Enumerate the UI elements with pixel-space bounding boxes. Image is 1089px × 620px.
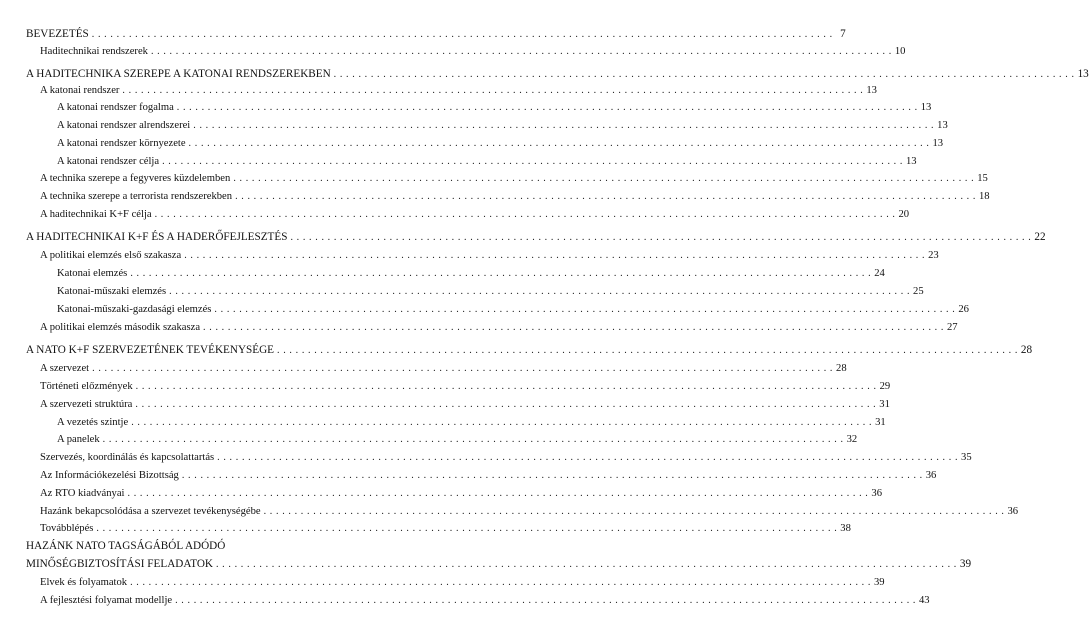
dot-leader: . . . . . . . . . . . . . . . . . . . . . . . . . . . . . . . . . . . . . . . . . . . . . . . . . . . . . . . . . . . . . . . . . . . . . . . . . . . . . . . . . . . . . . . . . . . . . . . . . . . . . . . . . . . . . . . . . . . . . . . . [175, 595, 916, 606]
toc-section[interactable] [40, 522, 851, 535]
toc-entry-page-number: 13 [937, 120, 948, 131]
toc-entry-page-number: 13 [905, 156, 917, 167]
toc-entry-title: Szervezés, koordinálás és kapcsolattartás [40, 452, 215, 463]
toc-entry-page-number: 36 [925, 470, 937, 481]
toc-entry-title: A politikai elemzés második szakasza [40, 322, 201, 333]
dot-leader: . . . . . . . . . . . . . . . . . . . . . . . . . . . . . . . . . . . . . . . . . . . . . . . . . . . . . . . . . . . . . . . . . . . . . . . . . . . . . . . . . . . . . . . . . . . . . . . . . . . . . . . . . . . . . . . . . . . . . . . . [122, 85, 864, 96]
toc-entry-title: A technika szerepe a terrorista rendszerekben [40, 191, 233, 202]
toc-entry-title: Haditechnikai rendszerek [40, 46, 148, 57]
toc-entry-title: A politikai elemzés első szakasza [40, 250, 182, 261]
dot-leader: . . . . . . . . . . . . . . . . . . . . . . . . . . . . . . . . . . . . . . . . . . . . . . . . . . . . . . . . . . . . . . . . . . . . . . . . . . . . . . . . . . . . . . . . . . . . . . . . . . . . . . . . . . . . . . . . . . . . . . . . [135, 381, 877, 392]
toc-section[interactable] [40, 398, 890, 411]
toc-chapter[interactable] [26, 344, 1033, 357]
toc-entry-page-number: 25 [913, 286, 924, 297]
dot-leader: . . . . . . . . . . . . . . . . . . . . . . . . . . . . . . . . . . . . . . . . . . . . . . . . . . . . . . . . . . . . . . . . . . . . . . . . . . . . . . . . . . . . . . . . . . . . . . . . . . . . . . . . . . . . . . . . . . . . . . . . [181, 470, 923, 481]
toc-entry-page-number: 13 [920, 102, 932, 113]
toc-section[interactable] [40, 505, 1019, 518]
toc-section[interactable] [40, 45, 906, 58]
toc-entry-page-number: 35 [961, 452, 972, 463]
toc-entry-title: MINŐSÉGBIZTOSÍTÁSI FELADATOK [26, 558, 213, 570]
toc-entry-page-number: 22 [1034, 231, 1046, 243]
toc-entry-title: A katonai rendszer célja [57, 156, 160, 167]
toc-entry-title: Katonai-műszaki-gazdasági elemzés [57, 304, 212, 315]
toc-section[interactable] [40, 362, 847, 375]
dot-leader: . . . . . . . . . . . . . . . . . . . . . . . . . . . . . . . . . . . . . . . . . . . . . . . . . . . . . . . . . . . . . . . . . . . . . . . . . . . . . . . . . . . . . . . . . . . . . . . . . . . . . . . . . . . . . . . . . . . . . . . . [263, 506, 1005, 517]
toc-entry-title: A katonai rendszer [40, 85, 120, 96]
toc-section[interactable] [40, 321, 958, 334]
toc-entry-page-number: 13 [866, 85, 877, 96]
toc-entry-page-number: 23 [928, 250, 939, 261]
dot-leader: . . . . . . . . . . . . . . . . . . . . . . . . . . . . . . . . . . . . . . . . . . . . . . . . . . . . . . . . . . . . . . . . . . . . . . . . . . . . . . . . . . . . . . . . . . . . . . . . . . . . . . . . . . . . . . . . . . . . . . . . [127, 488, 869, 499]
toc-entry-title: BEVEZETÉS [26, 28, 89, 40]
dot-leader: . . . . . . . . . . . . . . . . . . . . . . . . . . . . . . . . . . . . . . . . . . . . . . . . . . . . . . . . . . . . . . . . . . . . . . . . . . . . . . . . . . . . . . . . . . . . . . . . . . . . . . . . . . . . . . . . . . . . . . . . [154, 209, 896, 220]
toc-subsection[interactable] [57, 137, 944, 150]
toc-entry-page-number: 20 [898, 209, 910, 220]
toc-entry-title: A haditechnikai K+F célja [40, 209, 152, 220]
toc-entry-page-number: 39 [959, 558, 972, 570]
dot-leader: . . . . . . . . . . . . . . . . . . . . . . . . . . . . . . . . . . . . . . . . . . . . . . . . . . . . . . . . . . . . . . . . . . . . . . . . . . . . . . . . . . . . . . . . . . . . . . . . . . . . . . . . . . . . . . . . . . . . . . . . [333, 69, 1075, 80]
toc-entry-title: Katonai-műszaki elemzés [57, 286, 167, 297]
dot-leader: . . . . . . . . . . . . . . . . . . . . . . . . . . . . . . . . . . . . . . . . . . . . . . . . . . . . . . . . . . . . . . . . . . . . . . . . . . . . . . . . . . . . . . . . . . . . . . . . . . . . . . . . . . . . . . . . . . . . . . . . [184, 250, 926, 261]
dot-leader: . . . . . . . . . . . . . . . . . . . . . . . . . . . . . . . . . . . . . . . . . . . . . . . . . . . . . . . . . . . . . . . . . . . . . . . . . . . . . . . . . . . . . . . . . . . . . . . . . . . . . . . . . . . . . . . . . . . . . . . . [188, 138, 930, 149]
toc-entry-page-number: 36 [1007, 506, 1019, 517]
dot-leader: . . . . . . . . . . . . . . . . . . . . . . . . . . . . . . . . . . . . . . . . . . . . . . . . . . . . . . . . . . . . . . . . . . . . . . . . . . . . . . . . . . . . . . . . . . . . . . . . . . . . . . . . . . . . . . . . . . . . . . . . [176, 102, 918, 113]
toc-section[interactable] [40, 172, 988, 185]
toc-entry-page-number: 26 [958, 304, 969, 315]
toc-section[interactable] [40, 469, 937, 482]
dot-leader: . . . . . . . . . . . . . . . . . . . . . . . . . . . . . . . . . . . . . . . . . . . . . . . . . . . . . . . . . . . . . . . . . . . . . . . . . . . . . . . . . . . . . . . . . . . . . . . . . . . . . . . . . . . . . . . . . . . . . . . . [92, 363, 834, 374]
toc-section[interactable] [40, 84, 877, 97]
toc-subsection[interactable] [57, 416, 886, 429]
dot-leader: . . . . . . . . . . . . . . . . . . . . . . . . . . . . . . . . . . . . . . . . . . . . . . . . . . . . . . . . . . . . . . . . . . . . . . . . . . . . . . . . . . . . . . . . . . . . . . . . . . . . . . . . . . . . . . . . . . . . . . . . [150, 46, 892, 57]
dot-leader: . . . . . . . . . . . . . . . . . . . . . . . . . . . . . . . . . . . . . . . . . . . . . . . . . . . . . . . . . . . . . . . . . . . . . . . . . . . . . . . . . . . . . . . . . . . . . . . . . . . . . . . . . . . . . . . . . . . . . . . . [215, 559, 957, 570]
toc-entry-page-number: 31 [879, 399, 890, 410]
dot-leader: . . . . . . . . . . . . . . . . . . . . . . . . . . . . . . . . . . . . . . . . . . . . . . . . . . . . . . . . . . . . . . . . . . . . . . . . . . . . . . . . . . . . . . . . . . . . . . . . . . . . . . . . . . . . . . . . . . . . . . . . [130, 577, 871, 588]
toc-entry-title: Történeti előzmények [40, 381, 133, 392]
toc-entry-title: A fejlesztési folyamat modellje [40, 595, 173, 606]
toc-subsection[interactable] [57, 285, 924, 298]
dot-leader: . . . . . . . . . . . . . . . . . . . . . . . . . . . . . . . . . . . . . . . . . . . . . . . . . . . . . . . . . . . . . . . . . . . . . . . . . . . . . . . . . . . . . . . . . . . . . . . . . . . . . . . . . . . . . . . . . . . . . . . . [214, 304, 956, 315]
toc-entry-title: A katonai rendszer alrendszerei [57, 120, 191, 131]
dot-leader: . . . . . . . . . . . . . . . . . . . . . . . . . . . . . . . . . . . . . . . . . . . . . . . . . . . . . . . . . . . . . . . . . . . . . . . . . . . . . . . . . . . . . . . . . . . . . . . . . . . . . . . . . . . . . . . . . . . . . . . . [169, 286, 911, 297]
dot-leader: . . . . . . . . . . . . . . . . . . . . . . . . . . . . . . . . . . . . . . . . . . . . . . . . . . . . . . . . . . . . . . . . . . . . . . . . . . . . . . . . . . . . . . . . . . . . . . . . . . . . . . . . . . . . . . . . . . . . . . . . [203, 322, 944, 333]
toc-entry-title: A katonai rendszer fogalma [57, 102, 174, 113]
toc-entry-page-number: 15 [977, 173, 988, 184]
toc-entry-page-number: 43 [919, 595, 930, 606]
dot-leader: . . . . . . . . . . . . . . . . . . . . . . . . . . . . . . . . . . . . . . . . . . . . . . . . . . . . . . . . . . . . . . . . . . . . . . . . . . . . . . . . . . . . . . . . . . . . . . . . . . . . . . . . . . . . . . . . . . . . . . . . [135, 399, 877, 410]
dot-leader: . . . . . . . . . . . . . . . . . . . . . . . . . . . . . . . . . . . . . . . . . . . . . . . . . . . . . . . . . . . . . . . . . . . . . . . . . . . . . . . . . . . . . . . . . . . . . . . . . . . . . . . . . . . . . . . . . . . . . . . . [217, 452, 959, 463]
dot-leader: . . . . . . . . . . . . . . . . . . . . . . . . . . . . . . . . . . . . . . . . . . . . . . . . . . . . . . . . . . . . . . . . . . . . . . . . . . . . . . . . . . . . . . . . . . . . . . . . . . . . . . . . . . . . . . . . . . . . . . . . [235, 191, 976, 202]
toc-entry-title: Elvek és folyamatok [40, 577, 128, 588]
toc-entry-title: A szervezet [40, 363, 90, 374]
toc-section[interactable] [40, 487, 882, 500]
dot-leader: . . . . . . . . . . . . . . . . . . . . . . . . . . . . . . . . . . . . . . . . . . . . . . . . . . . . . . . . . . . . . . . . . . . . . . . . . . . . . . . . . . . . . . . . . . . . . . . . . . . . . . . . . . . . . . . . . . . . . . . . [102, 434, 844, 445]
toc-entry-page-number: 13 [932, 138, 944, 149]
toc-section[interactable] [40, 249, 939, 262]
toc-subsection[interactable] [57, 267, 885, 280]
toc-entry-title: Az RTO kiadványai [40, 488, 125, 499]
toc-entry-title: Katonai elemzés [57, 268, 128, 279]
dot-leader: . . . . . . . . . . . . . . . . . . . . . . . . . . . . . . . . . . . . . . . . . . . . . . . . . . . . . . . . . . . . . . . . . . . . . . . . . . . . . . . . . . . . . . . . . . . . . . . . . . . . . . . . . . . . . . . . . . . . . . . . [233, 173, 975, 184]
toc-heading-line1: HAZÁNK NATO TAGSÁGÁBÓL ADÓDÓ [26, 540, 226, 552]
toc-section[interactable] [40, 190, 990, 203]
dot-leader: . . . . . . . . . . . . . . . . . . . . . . . . . . . . . . . . . . . . . . . . . . . . . . . . . . . . . . . . . . . . . . . . . . . . . . . . . . . . . . . . . . . . . . . . . . . . . . . . . . . . . . . . . . . . . . . . . . . . . . . . [91, 29, 833, 40]
toc-entry-page-number: 27 [946, 322, 958, 333]
toc-entry-page-number: 39 [873, 577, 885, 588]
toc-subsection[interactable] [57, 101, 932, 114]
dot-leader: . . . . . . . . . . . . . . . . . . . . . . . . . . . . . . . . . . . . . . . . . . . . . . . . . . . . . . . . . . . . . . . . . . . . . . . . . . . . . . . . . . . . . . . . . . . . . . . . . . . . . . . . . . . . . . . . . . . . . . . . [290, 232, 1032, 243]
toc-entry-page-number: 38 [840, 523, 851, 534]
toc-entry-page-number: 10 [894, 46, 906, 57]
toc-entry-title: A NATO K+F SZERVEZETÉNEK TEVÉKENYSÉGE [26, 344, 275, 356]
toc-entry-title: A vezetés szintje [57, 417, 129, 428]
toc-chapter[interactable] [26, 558, 972, 571]
toc-subsection[interactable] [57, 155, 917, 168]
toc-entry-title: A katonai rendszer környezete [57, 138, 186, 149]
toc-entry-title: A HADITECHNIKA SZEREPE A KATONAI RENDSZEREKBEN [26, 68, 331, 80]
dot-leader: . . . . . . . . . . . . . . . . . . . . . . . . . . . . . . . . . . . . . . . . . . . . . . . . . . . . . . . . . . . . . . . . . . . . . . . . . . . . . . . . . . . . . . . . . . . . . . . . . . . . . . . . . . . . . . . . . . . . . . . . [130, 268, 872, 279]
toc-chapter[interactable] [26, 28, 846, 41]
toc-entry-page-number: 28 [1020, 344, 1033, 356]
toc-entry-page-number: 13 [1077, 68, 1089, 80]
toc-section[interactable] [40, 208, 910, 221]
toc-entry-title: A HADITECHNIKAI K+F ÉS A HADERŐFEJLESZTÉS [26, 231, 288, 243]
toc-entry-page-number: 36 [871, 488, 882, 499]
dot-leader: . . . . . . . . . . . . . . . . . . . . . . . . . . . . . . . . . . . . . . . . . . . . . . . . . . . . . . . . . . . . . . . . . . . . . . . . . . . . . . . . . . . . . . . . . . . . . . . . . . . . . . . . . . . . . . . . . . . . . . . . [96, 523, 838, 534]
toc-subsection[interactable] [57, 433, 858, 446]
toc-chapter[interactable] [26, 231, 1046, 244]
toc-entry-page-number: 7 [840, 28, 846, 40]
dot-leader: . . . . . . . . . . . . . . . . . . . . . . . . . . . . . . . . . . . . . . . . . . . . . . . . . . . . . . . . . . . . . . . . . . . . . . . . . . . . . . . . . . . . . . . . . . . . . . . . . . . . . . . . . . . . . . . . . . . . . . . . [193, 120, 935, 131]
toc-entry-page-number: 29 [879, 381, 891, 392]
toc-section[interactable] [40, 451, 972, 464]
toc-section[interactable] [40, 576, 885, 589]
toc-entry-page-number: 31 [875, 417, 886, 428]
toc-entry-page-number: 32 [846, 434, 858, 445]
toc-entry-title: Továbblépés [40, 523, 94, 534]
toc-section[interactable] [40, 594, 930, 607]
toc-entry-page-number: 18 [978, 191, 990, 202]
dot-leader: . . . . . . . . . . . . . . . . . . . . . . . . . . . . . . . . . . . . . . . . . . . . . . . . . . . . . . . . . . . . . . . . . . . . . . . . . . . . . . . . . . . . . . . . . . . . . . . . . . . . . . . . . . . . . . . . . . . . . . . . [162, 156, 903, 167]
toc-entry-title: Az Információkezelési Bizottság [40, 470, 179, 481]
toc-subsection[interactable] [57, 119, 948, 132]
toc-entry-title: A technika szerepe a fegyveres küzdelemben [40, 173, 231, 184]
dot-leader: . . . . . . . . . . . . . . . . . . . . . . . . . . . . . . . . . . . . . . . . . . . . . . . . . . . . . . . . . . . . . . . . . . . . . . . . . . . . . . . . . . . . . . . . . . . . . . . . . . . . . . . . . . . . . . . . . . . . . . . . [131, 417, 873, 428]
toc-chapter[interactable] [26, 68, 1089, 81]
toc-entry-page-number: 28 [836, 363, 847, 374]
toc-entry-title: Hazánk bekapcsolódása a szervezet tevékenységébe [40, 506, 261, 517]
dot-leader: . . . . . . . . . . . . . . . . . . . . . . . . . . . . . . . . . . . . . . . . . . . . . . . . . . . . . . . . . . . . . . . . . . . . . . . . . . . . . . . . . . . . . . . . . . . . . . . . . . . . . . . . . . . . . . . . . . . . . . . . [277, 345, 1018, 356]
toc-entry-title: A panelek [57, 434, 100, 445]
toc-subsection[interactable] [57, 303, 969, 316]
toc-entry-title: A szervezeti struktúra [40, 399, 133, 410]
toc-section[interactable] [40, 380, 891, 393]
toc-entry-page-number: 24 [874, 268, 885, 279]
